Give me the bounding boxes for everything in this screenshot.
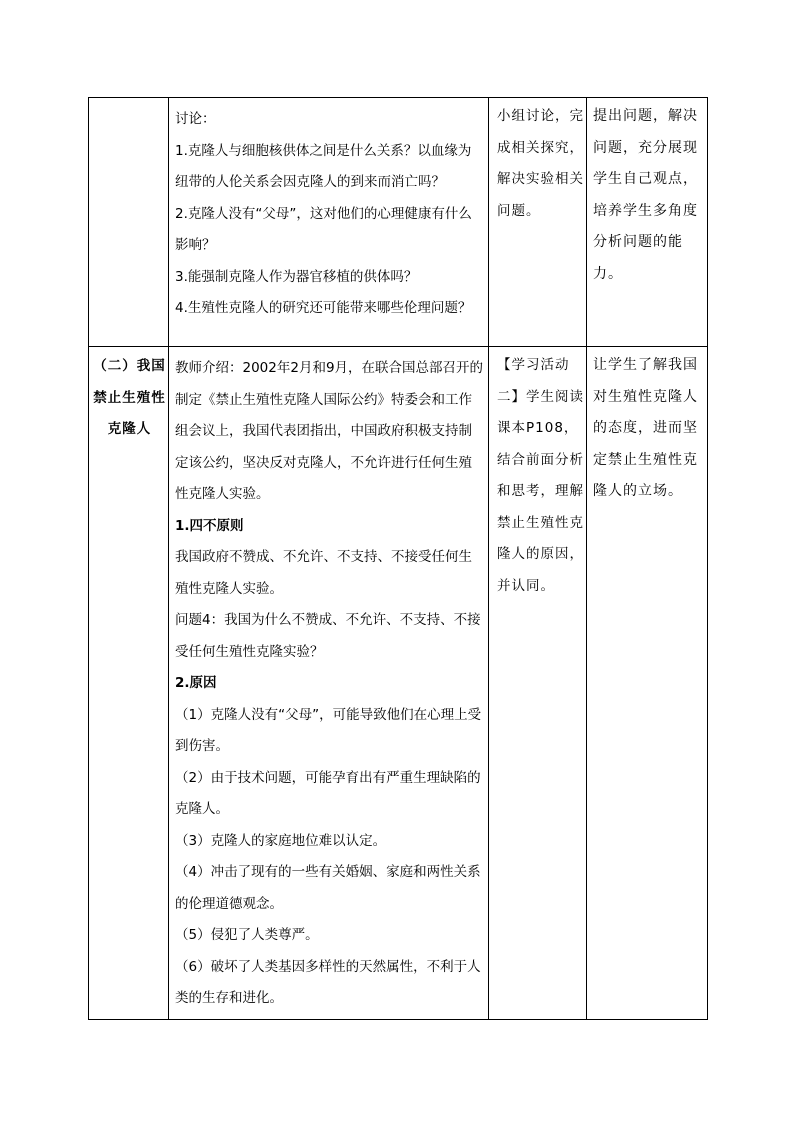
table-row [89, 347, 708, 1020]
content-cell [169, 98, 489, 347]
activity-cell [489, 347, 587, 1020]
lesson-plan-table [88, 97, 708, 1020]
discussion-item: 2.克隆人没有“父母”，这对他们的心理健康有什么影响？ [175, 205, 472, 253]
reason-item: （3）克隆人的家庭地位难以认定。 [175, 832, 387, 849]
design-intent: 让学生了解我国对生殖性克隆人的态度，进而坚定禁止生殖性克隆人的立场。 [593, 357, 698, 499]
design-intent: 提出问题，解决问题，充分展现学生自己观点，培养学生多角度分析问题的能力。 [593, 108, 698, 282]
question-text: 问题4：我国为什么不赞成、不允许、不支持、不接受任何生殖性克隆实验？ [175, 612, 481, 660]
section-title [89, 98, 168, 102]
content-cell [169, 347, 489, 1020]
reason-item: （4）冲击了现有的一些有关婚姻、家庭和两性关系的伦理道德观念。 [175, 864, 481, 912]
reason-title: 2.原因 [175, 675, 217, 691]
principle-text: 我国政府不赞成、不允许、不支持、不接受任何生殖性克隆人实验。 [175, 549, 472, 597]
discussion-heading: 讨论： [175, 111, 216, 127]
discussion-item: 4.生殖性克隆人的研究还可能带来哪些伦理问题？ [175, 300, 472, 316]
discussion-item: 1.克隆人与细胞核供体之间是什么关系？以血缘为纽带的人伦关系会因克隆人的到来而消亡吗？ [175, 142, 472, 190]
section-cell [89, 347, 169, 1020]
student-activity: 【学习活动二】学生阅读课本P108，结合前面分析和思考，理解禁止生殖性克隆人的原因，并认同。 [497, 357, 584, 594]
reason-item: （5）侵犯了人类尊严。 [175, 927, 319, 943]
discussion-item: 3.能强制克隆人作为器官移植的供体吗？ [175, 268, 418, 285]
goal-cell [587, 98, 708, 347]
section-title: （二）我国禁止生殖性克隆人 [93, 358, 166, 437]
student-activity: 小组讨论，完成相关探究，解决实验相关问题。 [497, 108, 584, 219]
table-row [89, 98, 708, 347]
reason-item: （6）破坏了人类基因多样性的天然属性，不利于人类的生存和进化。 [175, 958, 481, 1006]
section-cell [89, 98, 169, 347]
teacher-intro: 教师介绍：2002年2月和9月，在联合国总部召开的制定《禁止生殖性克隆人国际公约》特委会和工作组会议上，我国代表团指出，中国政府积极支持制定该公约，坚决反对克隆人，不允许进行任何生殖性克隆人实验。 [175, 360, 484, 502]
activity-cell [489, 98, 587, 347]
reason-item: （1）克隆人没有“父母”，可能导致他们在心理上受到伤害。 [175, 706, 482, 754]
reason-item: （2）由于技术问题，可能孕育出有严重生理缺陷的克隆人。 [175, 769, 481, 817]
principle-title: 1.四不原则 [175, 517, 244, 534]
goal-cell [587, 347, 708, 1020]
